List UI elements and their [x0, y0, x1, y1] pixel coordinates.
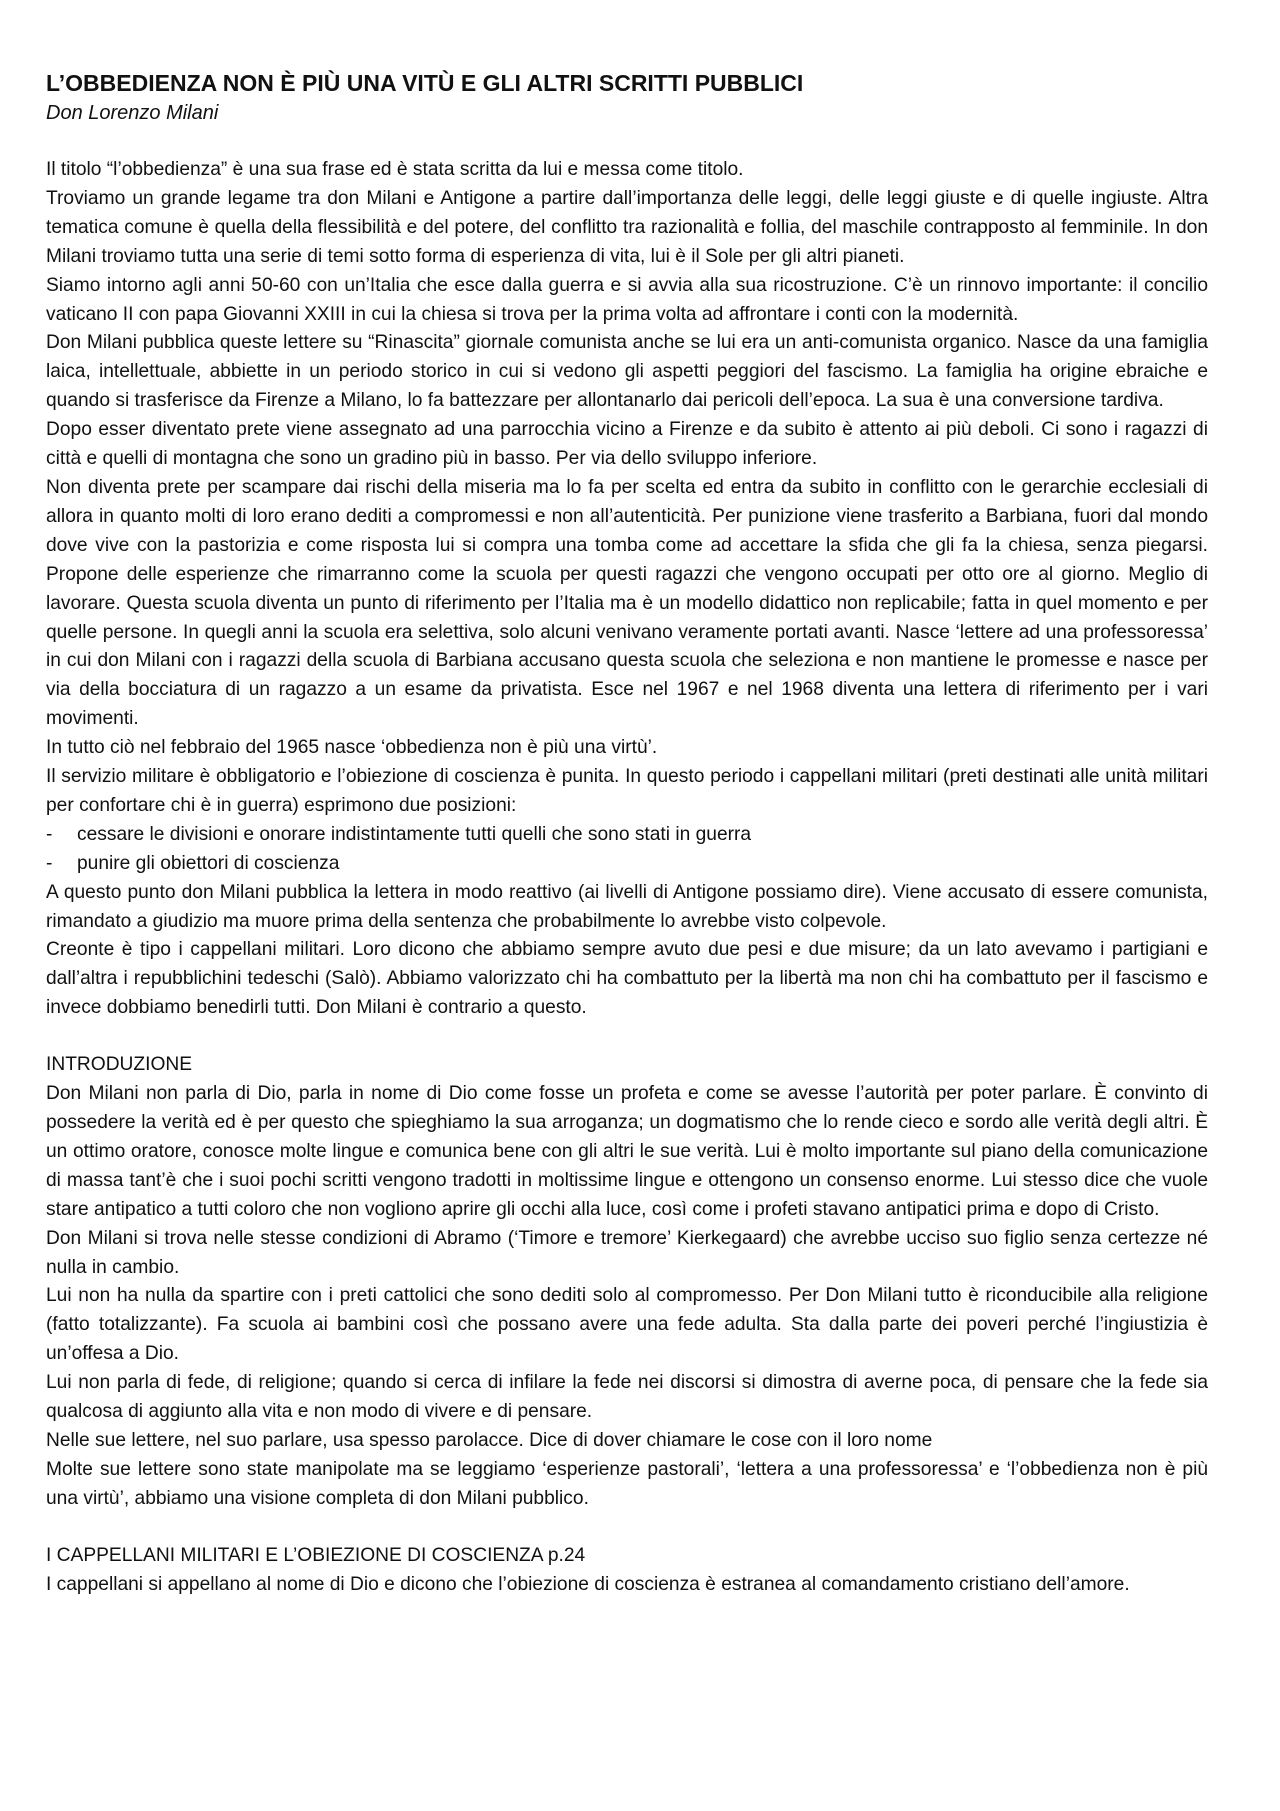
section-heading-cappellani: I CAPPELLANI MILITARI E L’OBIEZIONE DI COSCIENZA p.24 — [46, 1544, 586, 1566]
section-heading-introduzione: INTRODUZIONE — [46, 1054, 193, 1076]
paragraph: Don Milani non parla di Dio, parla in nome di Dio come fosse un profeta e come se avesse l’autorità per poter parlare. È convinto di possedere la verità ed è per questo che spieghiamo la sua arroganza; un dogmatismo che lo rende cieco e sordo alle verità degli altri. È un ottimo oratore, conosce molte lingue e comunica bene con gli altri le sue verità. Lui è molto importante sul piano della comunicazione di massa tant’è che i suoi pochi scritti vengono tradotti in moltissime lingue e ottengono un consenso enorme. Lui stesso dice che vuole stare antipatico a tutti coloro che non vogliono aprire gli occhi alla luce, così come i profeti stavano antipatici prima e dopo di Cristo. — [46, 1083, 1208, 1220]
paragraph: In tutto ciò nel febbraio del 1965 nasce ‘obbedienza non è più una virtù’. — [46, 737, 658, 759]
paragraph: Molte sue lettere sono state manipolate ma se leggiamo ‘esperienze pastorali’, ‘lettera a una professoressa’ e ‘l’obbedienza non è più una virtù’, abbiamo una visione completa di don Milani pubblico. — [46, 1458, 1208, 1509]
paragraph: Creonte è tipo i cappellani militari. Loro dicono che abbiamo sempre avuto due pesi e due misure; da un lato avevamo i partigiani e dall’altra i repubblichini tedeschi (Salò). Abbiamo valorizzato chi ha combattuto per la libertà ma non chi ha combattuto per il fascismo e invece dobbiamo benedirli tutti. Don Milani è contrario a questo. — [46, 939, 1208, 1019]
document-page — [46, 68, 1208, 1600]
list-item-text: cessare le divisioni e onorare indistintamente tutti quelli che sono stati in guerra — [77, 823, 752, 845]
list-item-text: punire gli obiettori di coscienza — [77, 852, 340, 874]
bullet-marker: - — [46, 823, 53, 845]
paragraph: Il titolo “l’obbedienza” è una sua frase ed è stata scritta da lui e messa come titolo. — [46, 159, 744, 180]
paragraph: Lui non parla di fede, di religione; quando si cerca di infilare la fede nei discorsi si dimostra di averne poca, di pensare che la fede sia qualcosa di aggiunto alla vita e non modo di vivere e di pensare. — [46, 1372, 1208, 1423]
bullet-list — [46, 821, 1208, 879]
paragraph: Siamo intorno agli anni 50-60 con un’Italia che esce dalla guerra e si avvia alla sua ricostruzione. C’è un rinnovo importante: il concilio vaticano II con papa Giovanni XXIII in cui la chiesa si trova per la prima volta ad affrontare i conti con la modernità. — [46, 274, 1208, 325]
paragraph: Don Milani pubblica queste lettere su “Rinascita” giornale comunista anche se lui era un anti-comunista organico. Nasce da una famiglia laica, intellettuale, abbiette in un periodo storico in cui si vedono gli aspetti peggiori del fascismo. La famiglia ha origine ebraiche e quando si trasferisce da Firenze a Milano, lo fa battezzare per allontanarlo dai pericoli dell’epoca. La sua è una conversione tardiva. — [46, 332, 1208, 412]
paragraph: A questo punto don Milani pubblica la lettera in modo reattivo (ai livelli di Antigone possiamo dire). Viene accusato di essere comunista, rimandato a giudizio ma muore prima della sentenza che probabilmente lo avrebbe visto colpevole. — [46, 881, 1208, 932]
paragraph: I cappellani si appellano al nome di Dio e dicono che l’obiezione di coscienza è estranea al comandamento cristiano dell’amore. — [46, 1573, 1130, 1595]
spacer — [46, 1514, 1208, 1542]
paragraph: Don Milani si trova nelle stesse condizioni di Abramo (‘Timore e tremore’ Kierkegaard) che avrebbe ucciso suo figlio senza certezze né nulla in cambio. — [46, 1227, 1208, 1278]
bullet-marker: - — [46, 852, 53, 874]
paragraph: Il servizio militare è obbligatorio e l’obiezione di coscienza è punita. In questo periodo i cappellani militari (preti destinati alle unità militari per confortare chi è in guerra) esprimono due posizioni: — [46, 766, 1208, 816]
list-item — [46, 821, 1208, 850]
paragraph: Dopo esser diventato prete viene assegnato ad una parrocchia vicino a Firenze e da subito è attento ai più deboli. Ci sono i ragazzi di città e quelli di montagna che sono un gradino più in basso. Per via dello sviluppo inferiore. — [46, 419, 1208, 470]
paragraph: Troviamo un grande legame tra don Milani e Antigone a partire dall’importanza delle leggi, delle leggi giuste e di quelle ingiuste. Altra tematica comune è quella della flessibilità e del potere, del conflitto tra razionalità e follia, del maschile contrapposto al femminile. In don Milani troviamo tutta una serie di temi sotto forma di esperienza di vita, lui è il Sole per gli altri pianeti. — [46, 187, 1208, 267]
paragraph: Non diventa prete per scampare dai rischi della miseria ma lo fa per scelta ed entra da subito in conflitto con le gerarchie ecclesiali di allora in quanto molti di loro erano dediti a compromessi e non all’autenticità. Per punizione viene trasferito a Barbiana, fuori dal mondo dove vive con la pastorizia e come risposta lui si compra una tomba come ad accettare la sfida che gli fa la chiesa, senza piegarsi. Propone delle esperienze che rimarranno come la scuola per questi ragazzi che vengono occupati per otto ore al giorno. Meglio di lavorare. Questa scuola diventa un punto di riferimento per l’Italia ma è un modello didattico non replicabile; fatta in quel momento e per quelle persone. In quegli anni la scuola era selettiva, solo alcuni venivano veramente portati avanti. Nasce ‘lettere ad una professoressa’ in cui don Milani con i ragazzi della scuola di Barbiana accusano questa scuola che seleziona e non mantiene le promesse e nasce per via della bocciatura di un ragazzo a un esame da privatista. Esce nel 1967 e nel 1968 diventa una lettera di riferimento per i vari movimenti. — [46, 476, 1208, 730]
document-title: L’OBBEDIENZA NON È PIÙ UNA VITÙ E GLI ALTRI SCRITTI PUBBLICI — [46, 70, 804, 96]
spacer — [46, 1023, 1208, 1051]
list-item — [46, 850, 1208, 879]
document-author: Don Lorenzo Milani — [46, 102, 219, 124]
paragraph: Nelle sue lettere, nel suo parlare, usa spesso parolacce. Dice di dover chiamare le cose con il loro nome — [46, 1429, 933, 1451]
paragraph: Lui non ha nulla da spartire con i preti cattolici che sono dediti solo al compromesso. Per Don Milani tutto è riconducibile alla religione (fatto totalizzante). Fa scuola ai bambini così che possano avere una fede adulta. Sta dalla parte dei poveri perché l’ingiustizia è un’offesa a Dio. — [46, 1285, 1208, 1365]
